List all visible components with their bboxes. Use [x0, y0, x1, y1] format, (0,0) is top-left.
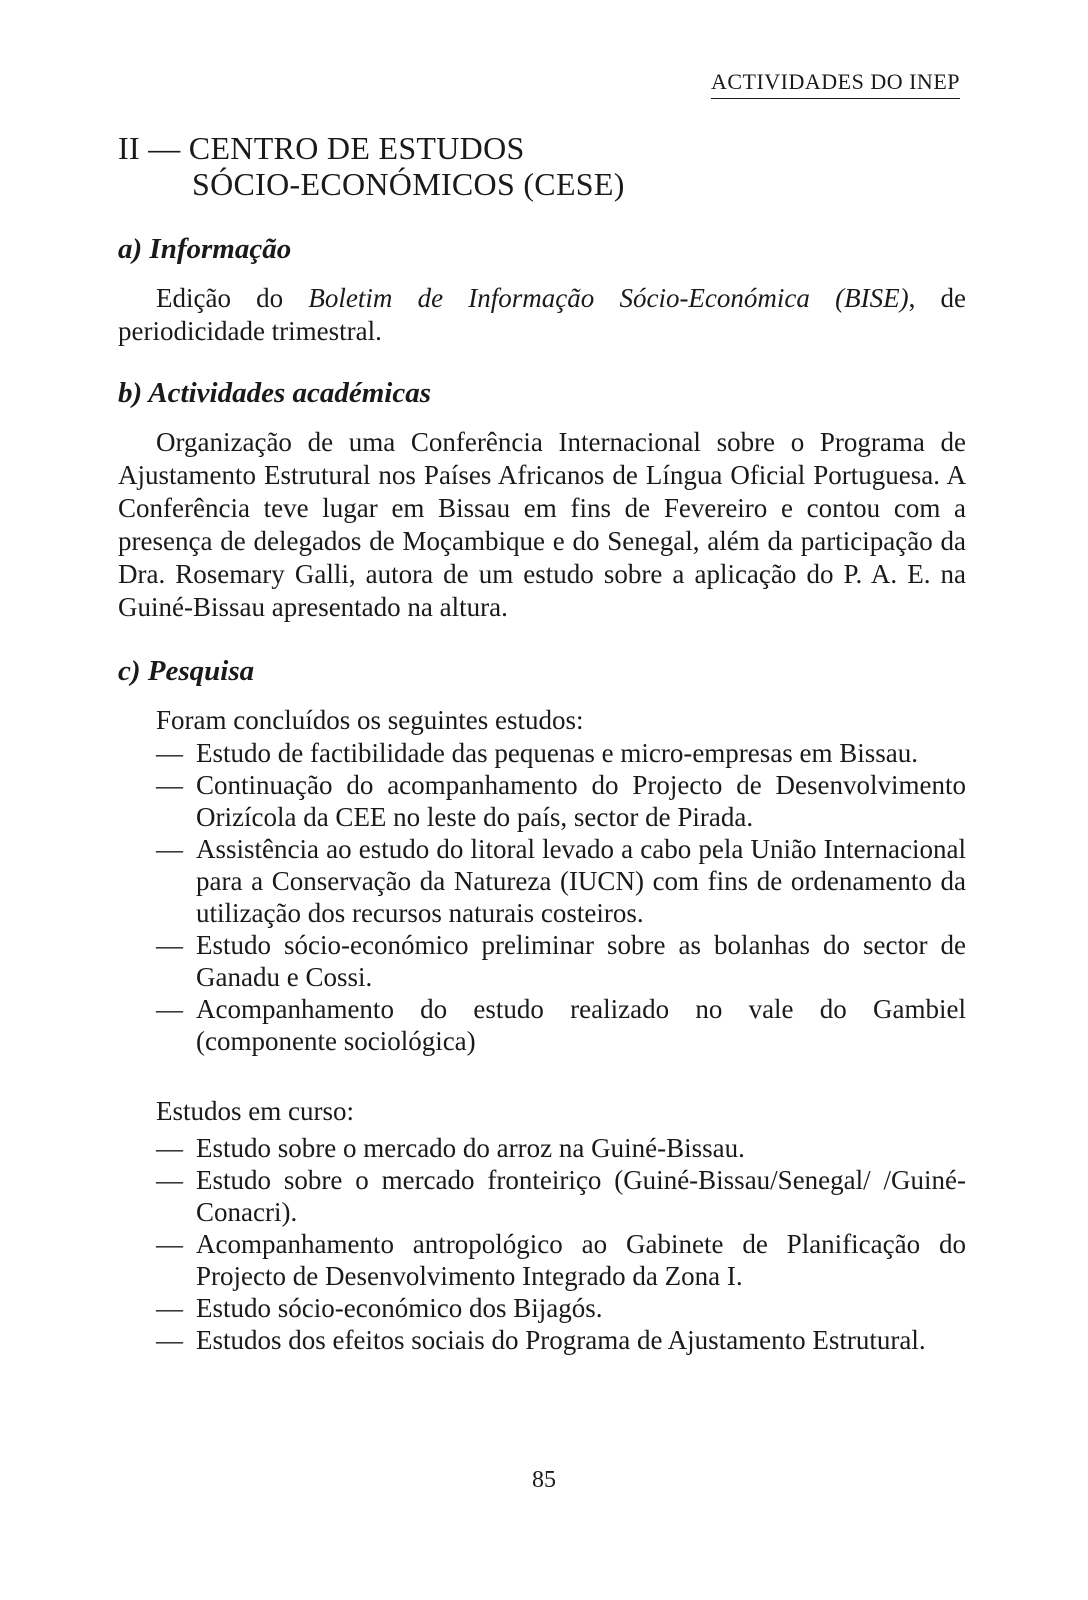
heading-actividades-academicas: b) Actividades académicas: [118, 377, 432, 409]
heading-pesquisa: c) Pesquisa: [118, 655, 255, 687]
section-title-line2: SÓCIO-ECONÓMICOS (CESE): [192, 166, 625, 202]
concluded-studies-intro: Foram concluídos os seguintes estudos:: [156, 705, 584, 735]
dash-marker: —: [156, 1293, 183, 1323]
list-item: [118, 833, 966, 929]
page-number: 85: [532, 1467, 556, 1493]
heading-informacao: a) Informação: [118, 233, 292, 265]
list-item-text: Acompanhamento do estudo realizado no vale do Gambiel (componente sociológica): [196, 994, 966, 1056]
dash-marker: —: [156, 770, 183, 800]
list-item-text: Continuação do acompanhamento do Projecto de Desenvolvimento Orizícola da CEE no leste do país, sector de Pirada.: [196, 770, 966, 832]
list-item: [118, 993, 966, 1057]
dash-marker: —: [156, 994, 183, 1024]
ongoing-studies-intro: Estudos em curso:: [156, 1096, 354, 1126]
list-item: [118, 1132, 966, 1164]
bulletin-title: Boletim de Informação Sócio-Económica (BISE): [308, 283, 909, 313]
list-item-text: Estudo sócio-económico dos Bijagós.: [196, 1293, 603, 1323]
ongoing-studies-list: [118, 1132, 966, 1356]
concluded-studies-list: [118, 737, 966, 1057]
dash-marker: —: [156, 1229, 183, 1259]
section-title: [118, 130, 966, 202]
running-head: ACTIVIDADES DO INEP: [711, 68, 960, 99]
list-item: [118, 929, 966, 993]
dash-marker: —: [156, 738, 183, 768]
list-item-text: Assistência ao estudo do litoral levado a cabo pela União Internacional para a Conservação da Natureza (IUCN) com fins de ordenamento da utilização dos recursos naturais costeiros.: [196, 834, 966, 928]
list-item-text: Estudo sobre o mercado fronteiriço (Guiné-Bissau/Senegal/ /Guiné-Conacri).: [196, 1165, 966, 1227]
list-item-text: Estudos dos efeitos sociais do Programa de Ajustamento Estrutural.: [196, 1325, 926, 1355]
informacao-text-after: , de periodicidade trimestral.: [118, 283, 967, 346]
list-item-text: Acompanhamento antropológico ao Gabinete de Planificação do Projecto de Desenvolvimento Integrado da Zona I.: [196, 1229, 966, 1291]
list-item: [118, 769, 966, 833]
list-item: [118, 1228, 966, 1292]
dash-marker: —: [156, 1325, 183, 1355]
list-item-text: Estudo sobre o mercado do arroz na Guiné-Bissau.: [196, 1133, 745, 1163]
list-item: [118, 737, 966, 769]
dash-marker: —: [156, 930, 183, 960]
list-item: [118, 1292, 966, 1324]
dash-marker: —: [156, 834, 183, 864]
paragraph-actividades-academicas: Organização de uma Conferência Internacional sobre o Programa de Ajustamento Estrutural nos Países Africanos de Língua Oficial Portuguesa. A Conferência teve lugar em Bissau em fins de Fevereiro e contou com a presença de delegados de Moçambique e do Senegal, além da participação da Dra. Rosemary Galli, autora de um estudo sobre a aplicação do P. A. E. na Guiné-Bissau apresentado na altura.: [118, 427, 966, 622]
list-item-text: Estudo sócio-económico preliminar sobre as bolanhas do sector de Ganadu e Cossi.: [196, 930, 966, 992]
list-item: [118, 1324, 966, 1356]
informacao-text-before: Edição do: [156, 283, 309, 313]
section-title-line1: II — CENTRO DE ESTUDOS: [118, 130, 525, 166]
page-content: [118, 130, 966, 1356]
dash-marker: —: [156, 1165, 183, 1195]
dash-marker: —: [156, 1133, 183, 1163]
list-item-text: Estudo de factibilidade das pequenas e micro-empresas em Bissau.: [196, 738, 919, 768]
paragraph-informacao: [118, 282, 966, 348]
list-item: [118, 1164, 966, 1228]
